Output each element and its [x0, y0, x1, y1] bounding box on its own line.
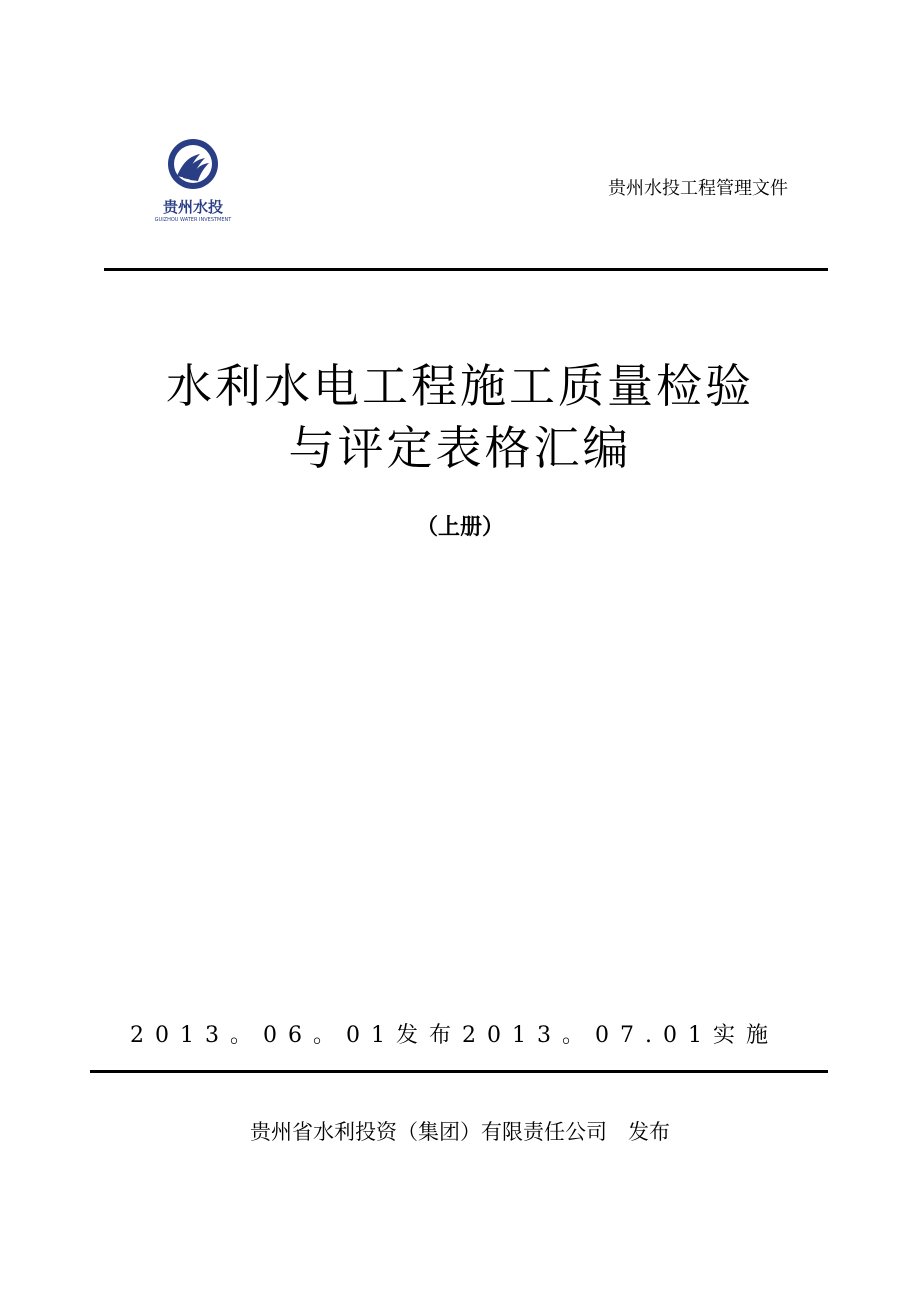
logo-english-text: GUIZHOU WATER INVESTMENT [154, 217, 232, 223]
main-title-line-2: 与评定表格汇编 [288, 421, 632, 475]
logo-emblem-icon [150, 136, 236, 196]
footer-divider [90, 1070, 828, 1073]
main-title-line-1: 水利水电工程施工质量检验 [166, 359, 754, 413]
publish-dates: 2013。06。01发布2013。07.01实施 [130, 1023, 779, 1048]
volume-label: （上册） [415, 515, 504, 540]
company-logo [150, 136, 236, 228]
document-series-label: 贵州水投工程管理文件 [608, 178, 788, 199]
header-divider [104, 268, 828, 271]
publisher-line: 贵州省水利投资（集团）有限责任公司 发布 [250, 1120, 670, 1144]
logo-chinese-text: 贵州水投 [162, 198, 223, 216]
